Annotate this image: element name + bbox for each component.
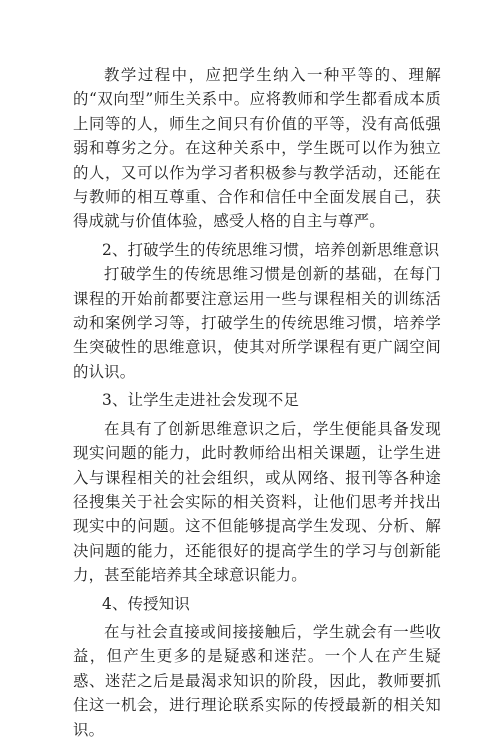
- paragraph-break-thinking-habits: 打破学生的传统思维习惯是创新的基础，在每门课程的开始前都要注意运用一些与课程相关的训练活动和案例学习等，打破学生的传统思维习惯，培养学生突破性的思维意识，使其对所学课程有更广阔空间的认识。: [73, 265, 441, 381]
- document-body: [73, 63, 441, 742]
- section-heading-3: 3、让学生走进社会发现不足: [102, 391, 300, 410]
- paragraph-teacher-student-relationship: 教学过程中，应把学生纳入一种平等的、理解的“双向型”师生关系中。应将教师和学生都看成本质上同等的人，师生之间只有价值的平等，没有高低强弱和尊劣之分。在这种关系中，学生既可以作为独立的人，又可以作为学习者积极参与教学活动，还能在与教师的相互尊重、合作和信任中全面发展自己，获得成就与价值体验，感受人格的自主与尊严。: [73, 66, 441, 231]
- paragraph-impart-knowledge: 在与社会直接或间接接触后，学生就会有一些收益，但产生更多的是疑惑和迷茫。一个人在产生疑惑、迷茫之后是最渴求知识的阶段，因此，教师要抓住这一机会，进行理论联系实际的传授最新的相关知识。: [73, 622, 441, 739]
- paragraph-society-discovery: 在具有了创新思维意识之后，学生便能具备发现现实问题的能力，此时教师给出相关课题，让学生进入与课程相关的社会组织，或从网络、报刊等各种途径搜集关于社会实际的相关资料，让他们思考并找出现实中的问题。这不但能够提高学生发现、分析、解决问题的能力，还能很好的提高学生的学习与创新能力，甚至能培养其全球意识能力。: [73, 419, 441, 585]
- section-heading-4: 4、传授知识: [102, 594, 190, 613]
- section-heading-2: 2、打破学生的传统思维习惯，培养创新思维意识: [102, 240, 440, 259]
